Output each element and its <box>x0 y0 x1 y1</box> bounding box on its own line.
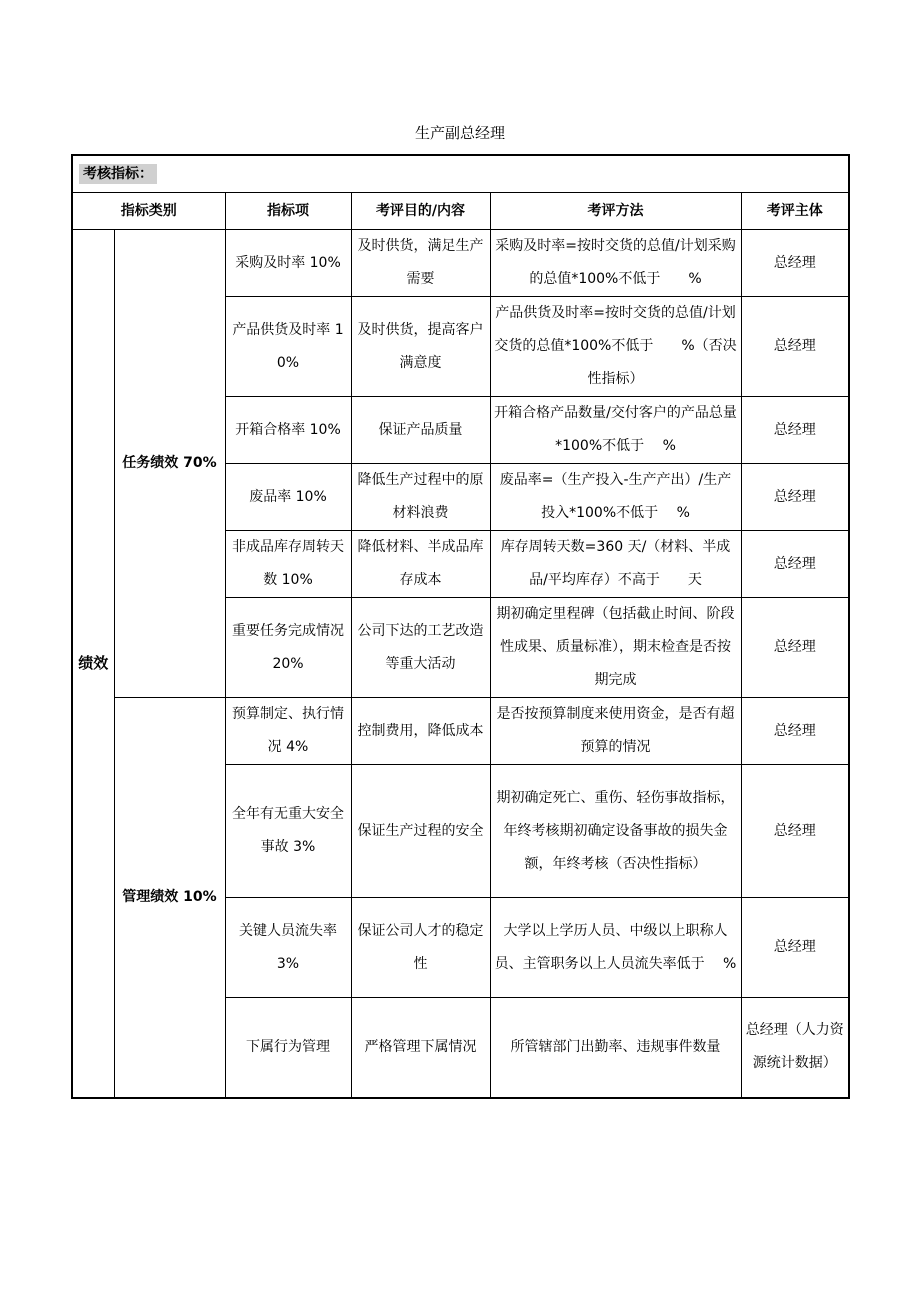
col-header-method: 考评方法 <box>490 193 741 230</box>
method-cell: 大学以上学历人员、中级以上职称人员、主管职务以上人员流失率低于 % <box>490 898 741 998</box>
item-cell: 采购及时率 10% <box>225 230 351 297</box>
table-row <box>72 230 849 297</box>
item-cell: 下属行为管理 <box>225 998 351 1098</box>
purpose-cell: 保证产品质量 <box>351 397 490 464</box>
table-row <box>72 698 849 765</box>
method-cell: 废品率=（生产投入-生产产出）/生产投入*100%不低于 % <box>490 464 741 531</box>
method-cell: 所管辖部门出勤率、违规事件数量 <box>490 998 741 1098</box>
item-cell: 产品供货及时率 10% <box>225 297 351 397</box>
subject-cell: 总经理 <box>741 531 849 598</box>
purpose-cell: 控制费用，降低成本 <box>351 698 490 765</box>
col-header-item: 指标项 <box>225 193 351 230</box>
method-cell: 采购及时率=按时交货的总值/计划采购的总值*100%不低于 % <box>490 230 741 297</box>
subject-cell: 总经理 <box>741 297 849 397</box>
col-header-purpose: 考评目的/内容 <box>351 193 490 230</box>
item-cell: 关键人员流失率 3% <box>225 898 351 998</box>
item-cell: 全年有无重大安全事故 3% <box>225 765 351 898</box>
col-header-subject: 考评主体 <box>741 193 849 230</box>
item-cell: 废品率 10% <box>225 464 351 531</box>
purpose-cell: 保证公司人才的稳定性 <box>351 898 490 998</box>
purpose-cell: 及时供货，满足生产需要 <box>351 230 490 297</box>
purpose-cell: 严格管理下属情况 <box>351 998 490 1098</box>
col-header-category: 指标类别 <box>72 193 225 230</box>
purpose-cell: 及时供货，提高客户满意度 <box>351 297 490 397</box>
method-cell: 是否按预算制度来使用资金，是否有超预算的情况 <box>490 698 741 765</box>
subject-cell: 总经理 <box>741 898 849 998</box>
purpose-cell: 保证生产过程的安全 <box>351 765 490 898</box>
category-name: 任务绩效 70% <box>114 230 225 698</box>
subject-cell: 总经理（人力资源统计数据） <box>741 998 849 1098</box>
subject-cell: 总经理 <box>741 765 849 898</box>
method-cell: 开箱合格产品数量/交付客户的产品总量*100%不低于 % <box>490 397 741 464</box>
column-header-row <box>72 193 849 230</box>
subject-cell: 总经理 <box>741 698 849 765</box>
method-cell: 期初确定死亡、重伤、轻伤事故指标，年终考核期初确定设备事故的损失金额，年终考核（否决性指标） <box>490 765 741 898</box>
subject-cell: 总经理 <box>741 230 849 297</box>
purpose-cell: 降低材料、半成品库存成本 <box>351 531 490 598</box>
purpose-cell: 降低生产过程中的原材料浪费 <box>351 464 490 531</box>
item-cell: 非成品库存周转天数 10% <box>225 531 351 598</box>
category-name: 管理绩效 10% <box>114 698 225 1098</box>
subject-cell: 总经理 <box>741 464 849 531</box>
kpi-table <box>71 154 850 1099</box>
side-label: 绩效 <box>72 230 114 1098</box>
page-title: 生产副总经理 <box>414 124 505 142</box>
section-label-cell <box>72 155 849 193</box>
subject-cell: 总经理 <box>741 598 849 698</box>
item-cell: 开箱合格率 10% <box>225 397 351 464</box>
method-cell: 期初确定里程碑（包括截止时间、阶段性成果、质量标准），期末检查是否按期完成 <box>490 598 741 698</box>
subject-cell: 总经理 <box>741 397 849 464</box>
item-cell: 重要任务完成情况 20% <box>225 598 351 698</box>
method-cell: 产品供货及时率=按时交货的总值/计划交货的总值*100%不低于 %（否决性指标） <box>490 297 741 397</box>
section-label: 考核指标： <box>79 164 157 184</box>
method-cell: 库存周转天数=360 天/（材料、半成品/平均库存）不高于 天 <box>490 531 741 598</box>
purpose-cell: 公司下达的工艺改造等重大活动 <box>351 598 490 698</box>
item-cell: 预算制定、执行情况 4% <box>225 698 351 765</box>
